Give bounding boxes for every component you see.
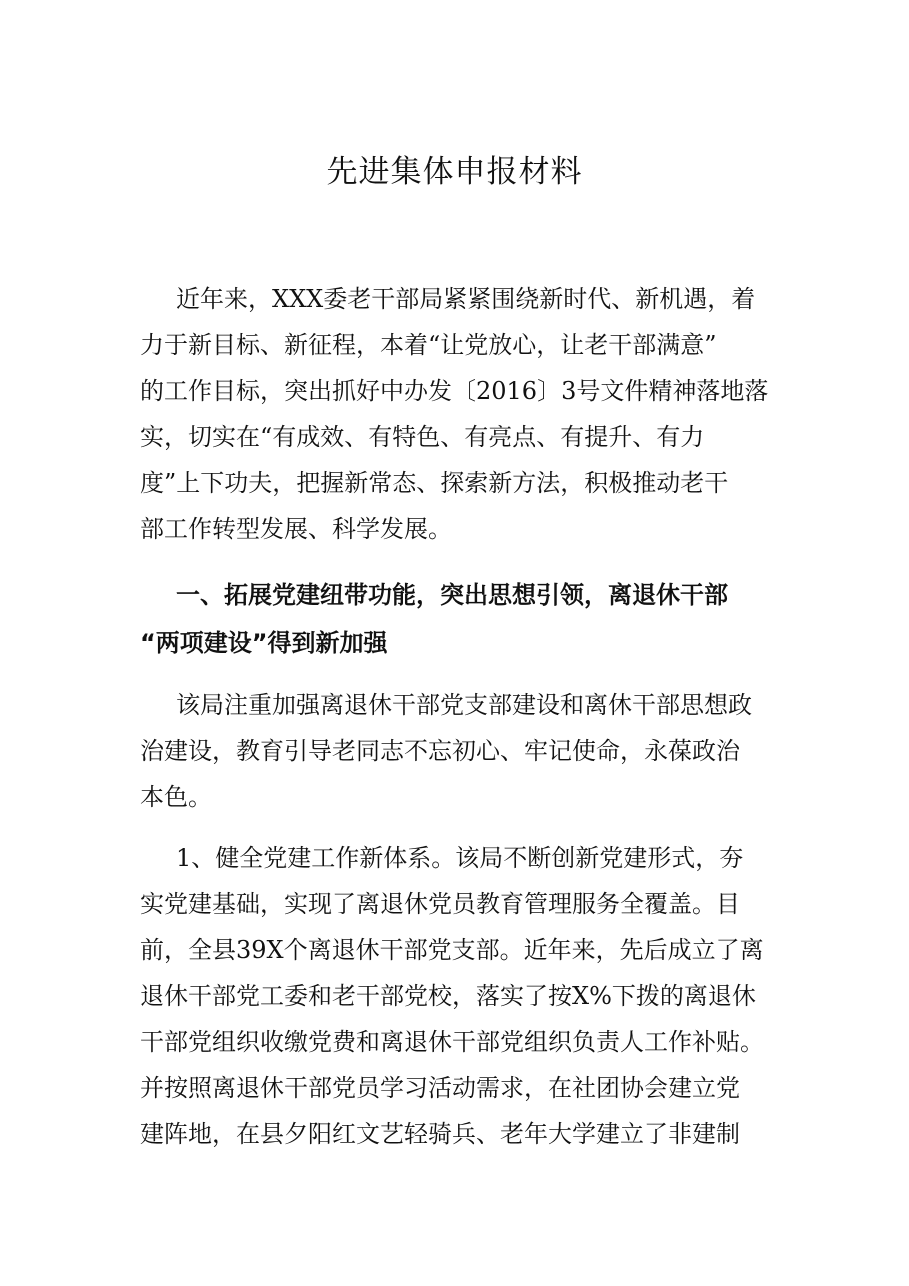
intro-line: 的工作目标，突出抓好中办发〔2016〕3号文件精神落地落 (140, 377, 769, 405)
document-title: 先进集体申报材料 (326, 154, 583, 190)
intro-line: 实，切实在“有成效、有特色、有亮点、有提升、有力 (140, 423, 705, 451)
intro-line: 部工作转型发展、科学发展。 (140, 515, 452, 543)
section-intro-line: 本色。 (140, 783, 212, 811)
intro-line: 力于新目标、新征程，本着“让党放心，让老干部满意” (140, 331, 717, 359)
section-intro-line: 治建设，教育引导老同志不忘初心、牢记使命，永葆政治 (140, 737, 740, 765)
section-heading-line: “两项建设”得到新加强 (140, 629, 388, 657)
intro-line: 近年来，XXX委老干部局紧紧围绕新时代、新机遇，着 (176, 285, 756, 313)
item-line: 前，全县39X个离退休干部党支部。近年来，先后成立了离 (140, 936, 764, 964)
intro-line: 度”上下功夫，把握新常态、探索新方法，积极推动老干 (140, 469, 729, 497)
item-line: 1、健全党建工作新体系。该局不断创新党建形式，夯 (176, 844, 744, 872)
section-heading-line: 一、拓展党建纽带功能，突出思想引领，离退休干部 (176, 581, 728, 609)
item-line: 退休干部党工委和老干部党校，落实了按X%下拨的离退休 (140, 982, 756, 1010)
item-line: 建阵地，在县夕阳红文艺轻骑兵、老年大学建立了非建制 (140, 1120, 740, 1148)
item-line: 实党建基础，实现了离退休党员教育管理服务全覆盖。目 (140, 890, 740, 918)
item-line: 并按照离退休干部党员学习活动需求，在社团协会建立党 (140, 1074, 740, 1102)
item-line: 干部党组织收缴党费和离退休干部党组织负责人工作补贴。 (140, 1028, 764, 1056)
section-intro-line: 该局注重加强离退休干部党支部建设和离休干部思想政 (176, 691, 752, 719)
